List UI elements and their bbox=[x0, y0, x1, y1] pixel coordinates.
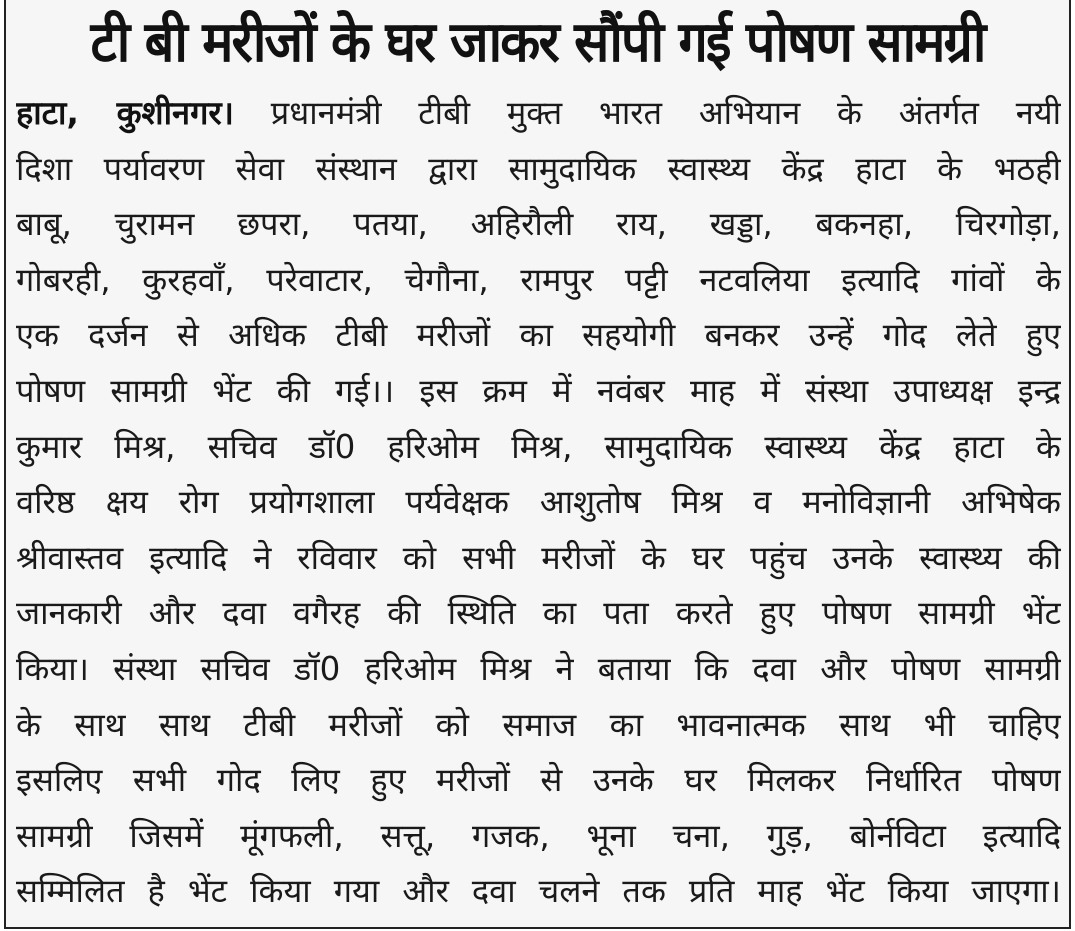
dateline: हाटा, कुशीनगर। bbox=[16, 94, 234, 132]
article-line-5: एक दर्जन से अधिक टीबी मरीजों का सहयोगी बनकर उन्हें गोद लेते हुए bbox=[16, 316, 1061, 355]
article-line-4: गोबरही, कुरहवाँ, परेवाटार, चेगौना, रामपुर पट्टी नटवलिया इत्यादि गांवों के bbox=[16, 260, 1061, 299]
article-line-1 bbox=[16, 86, 1061, 142]
article-line-2: दिशा पर्यावरण सेवा संस्थान द्वारा सामुदायिक स्वास्थ्य केंद्र हाटा के भठही bbox=[16, 149, 1061, 188]
article-line-1-text: प्रधानमंत्री टीबी मुक्त भारत अभियान के अंतर्गत नयी bbox=[234, 94, 1061, 132]
article-line-3: बाबू, चुरामन छपरा, पतया, अहिरौली राय, खड्डा, बकनहा, चिरगोड़ा, bbox=[16, 205, 1061, 244]
article-line-10: जानकारी और दवा वगैरह की स्थिति का पता करते हुए पोषण सामग्री भेंट bbox=[16, 594, 1061, 633]
article-line-15: सम्मिलित है भेंट किया गया और दवा चलने तक प्रति माह भेंट किया जाएगा। bbox=[16, 872, 1061, 911]
article-line-8: वरिष्ठ क्षय रोग प्रयोगशाला पर्यवेक्षक आशुतोष मिश्र व मनोविज्ञानी अभिषेक bbox=[16, 483, 1061, 522]
article-line-11: किया। संस्था सचिव डॉ0 हरिओम मिश्र ने बताया कि दवा और पोषण सामग्री bbox=[16, 649, 1061, 688]
article-line-12: के साथ साथ टीबी मरीजों को समाज का भावनात्मक साथ भी चाहिए bbox=[16, 705, 1061, 744]
article-line-6: पोषण सामग्री भेंट की गई।। इस क्रम में नवंबर माह में संस्था उपाध्यक्ष इन्द्र bbox=[16, 371, 1061, 410]
article-line-7: कुमार मिश्र, सचिव डॉ0 हरिओम मिश्र, सामुदायिक स्वास्थ्य केंद्र हाटा के bbox=[16, 427, 1061, 466]
newspaper-clipping bbox=[4, 0, 1071, 929]
article-line-13: इसलिए सभी गोद लिए हुए मरीजों से उनके घर मिलकर निर्धारित पोषण bbox=[16, 761, 1061, 800]
headline: टी बी मरीजों के घर जाकर सौंपी गई पोषण सामग्री bbox=[90, 10, 985, 75]
article-line-14: सामग्री जिसमें मूंगफली, सत्तू, गजक, भूना चना, गुड़, बोर्नविटा इत्यादि bbox=[16, 816, 1061, 855]
article-line-9: श्रीवास्तव इत्यादि ने रविवार को सभी मरीजों के घर पहुंच उनके स्वास्थ्य की bbox=[16, 538, 1061, 577]
article-body bbox=[6, 86, 1069, 920]
